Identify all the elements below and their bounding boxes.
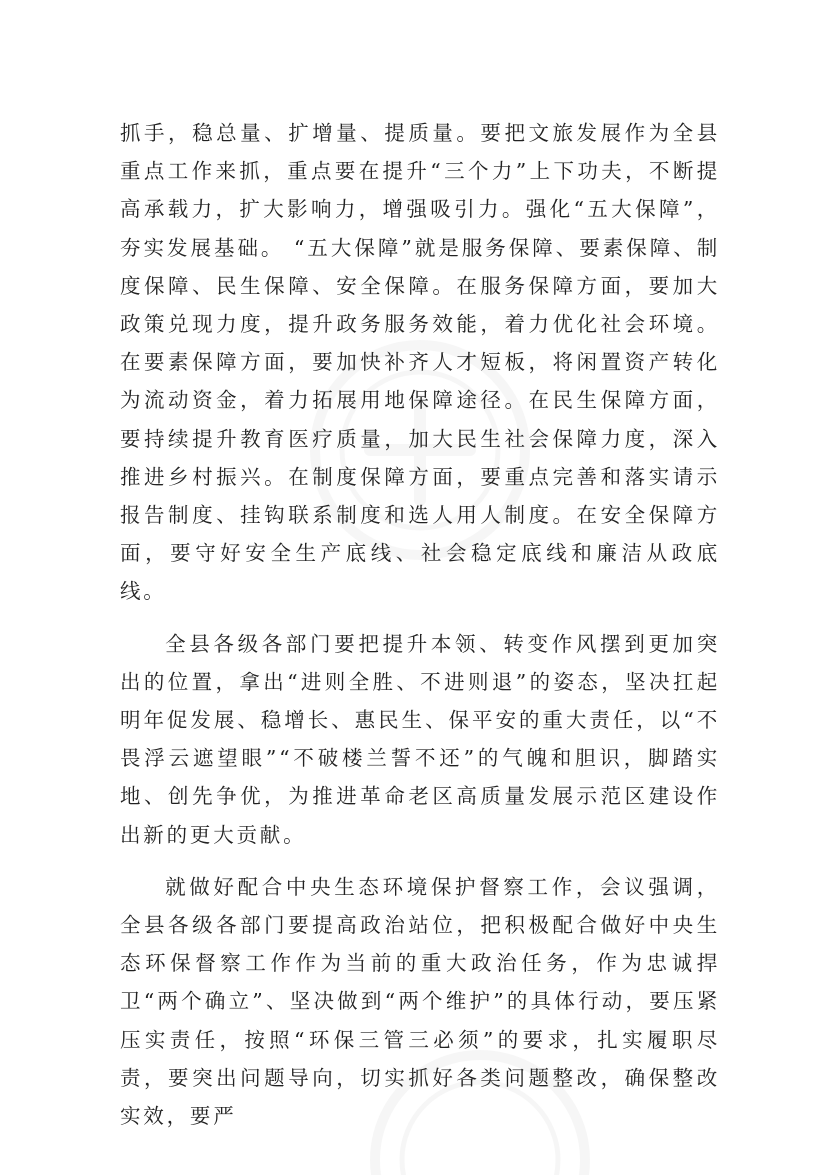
paragraph-3: 就做好配合中央生态环境保护督察工作，会议强调，全县各级各部门要提高政治站位，把积极配合做好中央生态环保督察工作作为当前的重大政治任务，作为忠诚捍卫“两个确立”、坚决做到“两个维护”的具体行动，要压紧压实责任，按照“环保三管三必须”的要求，扎实履职尽责，要突出问题导向，切实抓好各类问题整改，确保整改实效，要严 <box>120 874 720 1129</box>
paragraph-1: 抓手，稳总量、扩增量、提质量。要把文旅发展作为全县重点工作来抓，重点要在提升“三个力”上下功夫，不断提高承载力，扩大影响力，增强吸引力。强化“五大保障”，夯实发展基础。 “五大保障”就是服务保障、要素保障、制度保障、民生保障、安全保障。在服务保障方面，要加大政策兑现力度，提升政务服务效能，着力优化社会环境。在要素保障方面，要加快补齐人才短板，将闲置资产转化为流动资金，着力拓展用地保障途径。在民生保障方面，要持续提升教育医疗质量，加大民生社会保障力度，深入推进乡村振兴。在制度保障方面，要重点完善和落实请示报告制度、挂钩联系制度和选人用人制度。在安全保障方面，要守好安全生产底线、社会稳定底线和廉洁从政底线。 <box>120 121 720 604</box>
paragraph-2: 全县各级各部门要把提升本领、转变作风摆到更加突出的位置，拿出“进则全胜、不进则退”的姿态，坚决扛起明年促发展、稳增长、惠民生、保平安的重大责任，以“不畏浮云遮望眼”“不破楼兰誓不还”的气魄和胆识，脚踏实地、创先争优，为推进革命老区高质量发展示范区建设作出新的更大贡献。 <box>120 631 720 847</box>
document-body <box>120 114 720 1135</box>
